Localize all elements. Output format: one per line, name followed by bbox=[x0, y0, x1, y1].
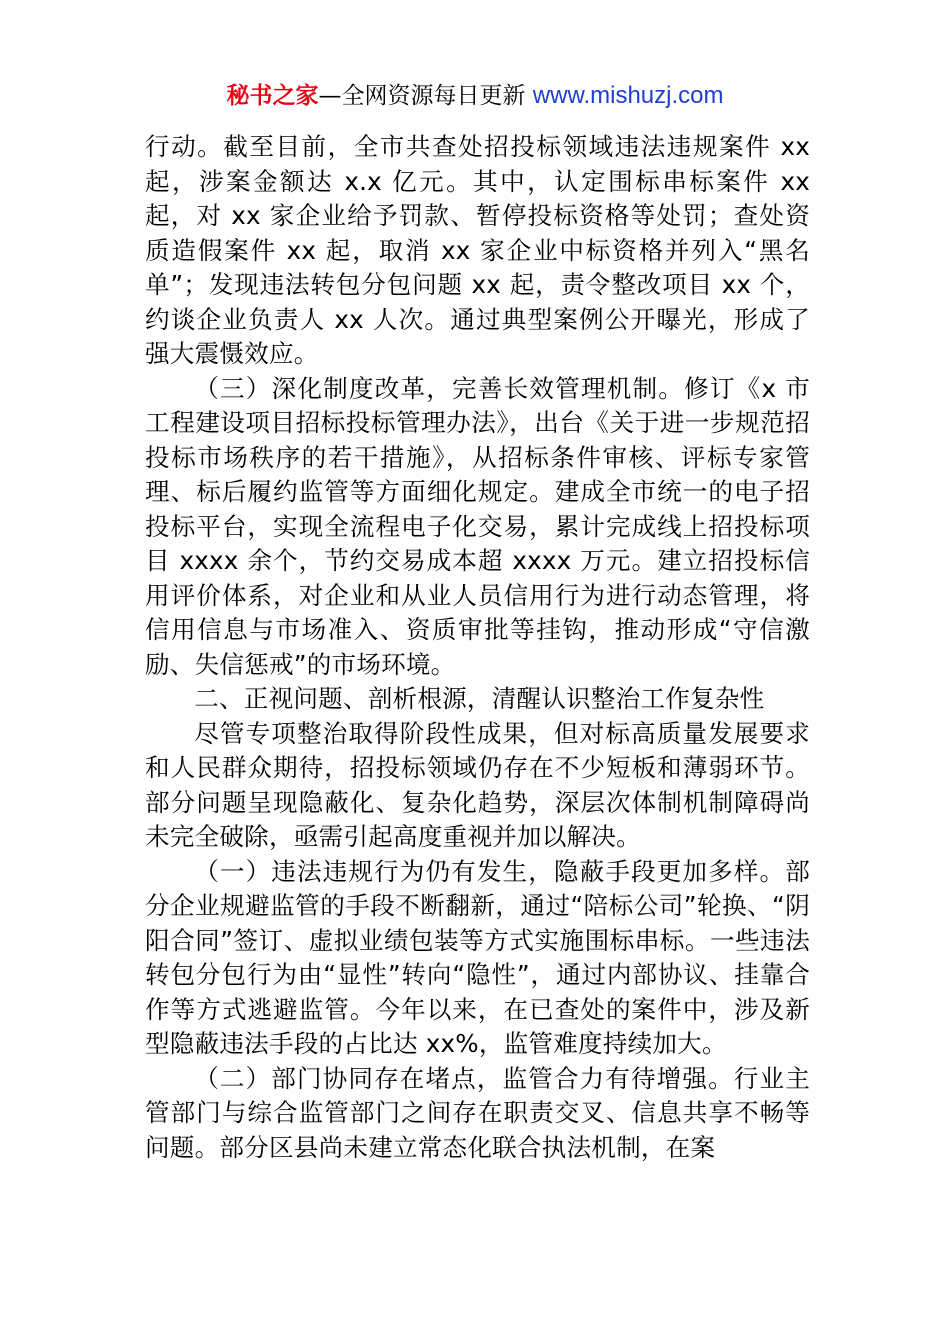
paragraph-intro: 尽管专项整治取得阶段性成果，但对标高质量发展要求和人民群众期待，招投标领域仍存在不少短板和薄弱环节。部分问题呈现隐蔽化、复杂化趋势，深层次体制机制障碍尚未完全破除，亟需引起高度重视并加以解决。 bbox=[145, 718, 810, 851]
document-body bbox=[145, 130, 810, 1165]
site-tagline: —全网资源每日更新 bbox=[318, 83, 526, 109]
site-header bbox=[0, 80, 950, 112]
section-heading-two: 二、正视问题、剖析根源，清醒认识整治工作复杂性 bbox=[194, 684, 765, 713]
site-brand: 秘书之家 bbox=[226, 83, 319, 109]
paragraph-subsection-one: （一）违法违规行为仍有发生，隐蔽手段更加多样。部分企业规避监管的手段不断翻新，通过“陪标公司”轮换、“阴阳合同”签订、虚拟业绩包装等方式实施围标串标。一些违法转包分包行为由“显性”转向“隐性”，通过内部协议、挂靠合作等方式逃避监管。今年以来，在已查处的案件中，涉及新型隐蔽违法手段的占比达 xx%，监管难度持续加大。 bbox=[145, 856, 810, 1058]
paragraph-subsection-two: （二）部门协同存在堵点，监管合力有待增强。行业主管部门与综合监管部门之间存在职责交叉、信息共享不畅等问题。部分区县尚未建立常态化联合执法机制，在案 bbox=[145, 1063, 810, 1162]
paragraph-section-three: （三）深化制度改革，完善长效管理机制。修订《x 市工程建设项目招标投标管理办法》，出台《关于进一步规范招投标市场秩序的若干措施》，从招标条件审核、评标专家管理、标后履约监管等方面细化规定。建成全市统一的电子招投标平台，实现全流程电子化交易，累计完成线上招投标项目 xxxx 余个，节约交易成本超 xxxx 万元。建立招投标信用评价体系，对企业和从业人员信用行为进行动态管理，将信用信息与市场准入、资质审批等挂钩，推动形成“守信激励、失信惩戒”的市场环境。 bbox=[145, 373, 810, 679]
paragraph-continuation: 行动。截至目前，全市共查处招投标领域违法违规案件 xx 起，涉案金额达 x.x 亿元。其中，认定围标串标案件 xx 起，对 xx 家企业给予罚款、暂停投标资格等处罚；查处资质造假案件 xx 起，取消 xx 家企业中标资格并列入“黑名单”；发现违法转包分包问题 xx 起，责令整改项目 xx 个，约谈企业负责人 xx 人次。通过典型案例公开曝光，形成了强大震慑效应。 bbox=[145, 132, 810, 368]
site-url-link[interactable]: www.mishuzj.com bbox=[532, 82, 724, 109]
